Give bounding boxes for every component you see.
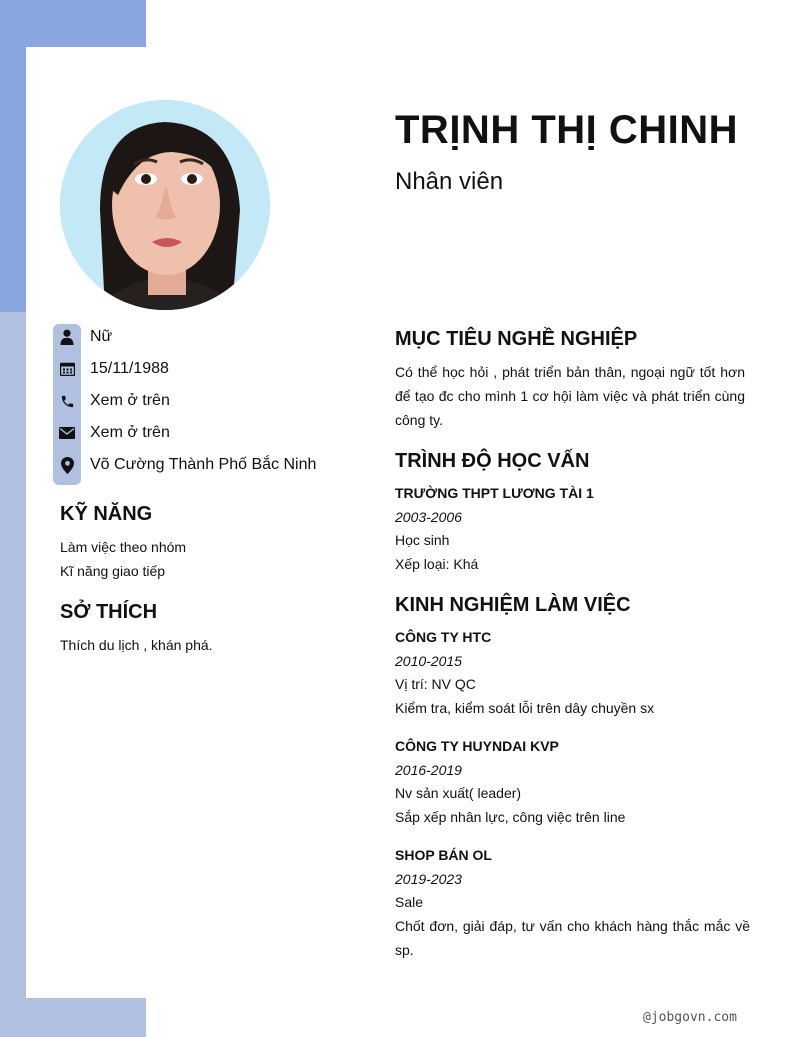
info-address bbox=[53, 453, 316, 477]
experience-title: KINH NGHIỆM LÀM VIỆC bbox=[395, 594, 631, 616]
job-description: Chốt đơn, giải đáp, tư vấn cho khách hàng thắc mắc về sp. bbox=[395, 918, 750, 958]
info-phone bbox=[53, 389, 170, 413]
info-email-text: Xem ở trên bbox=[90, 424, 170, 441]
job-company: CÔNG TY HUYNDAI KVP bbox=[395, 738, 559, 754]
info-address-text: Võ Cường Thành Phố Bắc Ninh bbox=[90, 456, 317, 473]
job-years: 2019-2023 bbox=[395, 871, 462, 887]
decor-bar-left-dark bbox=[0, 0, 26, 312]
job-description: Sắp xếp nhân lực, công việc trên line bbox=[395, 809, 626, 825]
location-icon bbox=[53, 457, 81, 474]
job-description: Kiểm tra, kiểm soát lỗi trên dây chuyền sx bbox=[395, 700, 655, 716]
person-icon bbox=[53, 329, 81, 345]
profile-photo bbox=[60, 100, 270, 310]
job-company: SHOP BÁN OL bbox=[395, 847, 492, 863]
education-grade: Xếp loại: Khá bbox=[395, 556, 479, 572]
job-role: Sale bbox=[395, 894, 424, 910]
info-email bbox=[53, 421, 170, 445]
education-school: TRƯỜNG THPT LƯƠNG TÀI 1 bbox=[395, 485, 594, 501]
candidate-position: Nhân viên bbox=[395, 168, 504, 195]
objective-title: MỤC TIÊU NGHỀ NGHIỆP bbox=[395, 328, 638, 350]
job-years: 2010-2015 bbox=[395, 653, 462, 669]
info-phone-text: Xem ở trên bbox=[90, 392, 170, 409]
education-years: 2003-2006 bbox=[395, 509, 462, 525]
info-birthdate-text: 15/11/1988 bbox=[90, 360, 169, 377]
skill-item: Kĩ năng giao tiếp bbox=[60, 563, 166, 579]
job-years: 2016-2019 bbox=[395, 762, 462, 778]
watermark-text: @jobgovn.com bbox=[643, 1010, 737, 1025]
phone-icon bbox=[53, 394, 81, 409]
skill-item: Làm việc theo nhóm bbox=[60, 539, 187, 555]
job-company: CÔNG TY HTC bbox=[395, 629, 492, 645]
mail-icon bbox=[53, 427, 81, 439]
candidate-name: TRỊNH THỊ CHINH bbox=[395, 108, 739, 152]
calendar-icon bbox=[53, 362, 81, 376]
decor-bar-bottom bbox=[0, 998, 146, 1037]
info-birthdate bbox=[53, 357, 169, 381]
info-gender bbox=[53, 325, 112, 349]
job-role: Vị trí: NV QC bbox=[395, 676, 476, 692]
objective-text: Có thể học hỏi , phát triển bản thân, ngoại ngữ tốt hơn để tạo đc cho mình 1 cơ hội làm việc và phát triển cùng công ty. bbox=[395, 364, 745, 428]
education-title: TRÌNH ĐỘ HỌC VẤN bbox=[395, 450, 590, 472]
education-major: Học sinh bbox=[395, 532, 450, 548]
hobbies-title: SỞ THÍCH bbox=[60, 601, 158, 623]
decor-bar-left-light bbox=[0, 312, 26, 1037]
info-gender-text: Nữ bbox=[90, 328, 113, 345]
hobbies-text: Thích du lịch , khán phá. bbox=[60, 637, 213, 653]
job-role: Nv sản xuất( leader) bbox=[395, 785, 522, 801]
skills-title: KỸ NĂNG bbox=[60, 503, 153, 525]
